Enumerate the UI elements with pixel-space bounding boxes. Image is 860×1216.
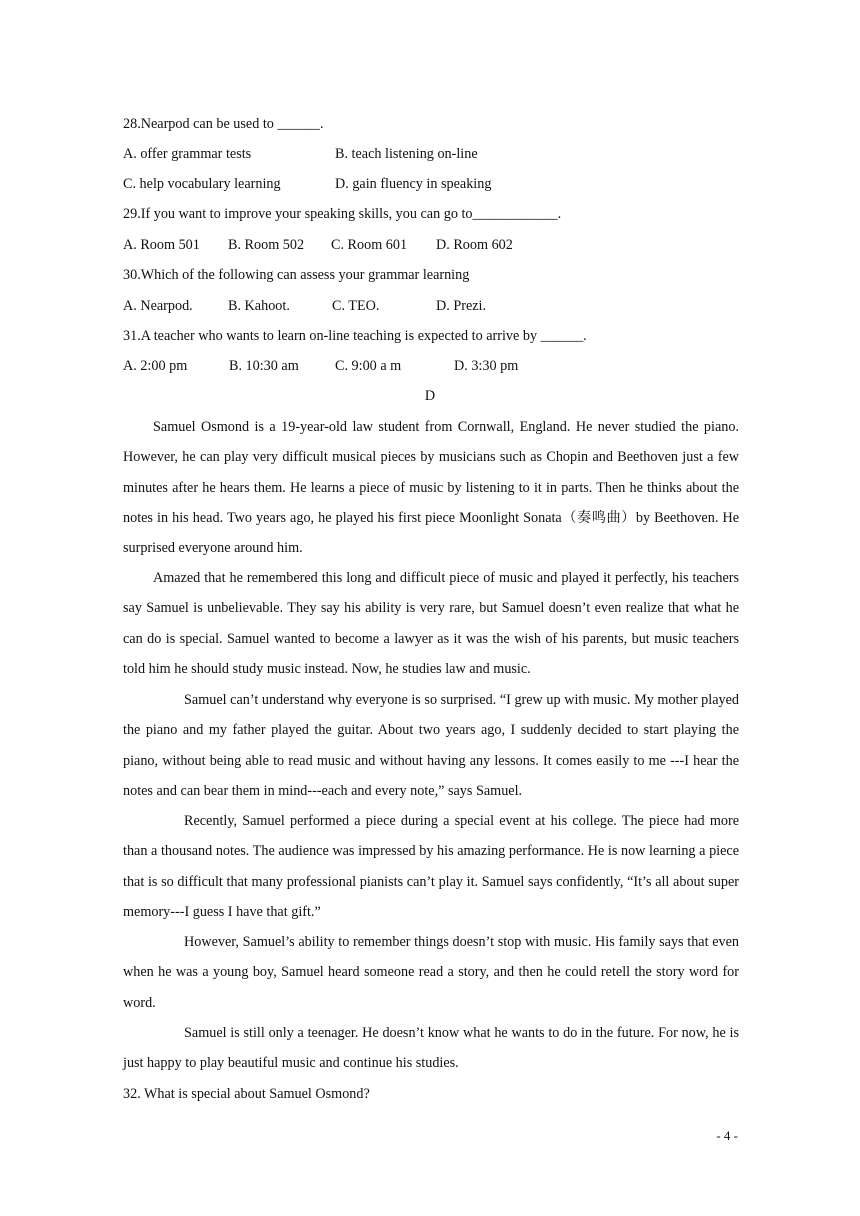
question-28-stem: 28.Nearpod can be used to ______.: [123, 116, 324, 132]
question-29-stem: 29.If you want to improve your speaking skills, you can go to____________.: [123, 206, 562, 222]
question-30-option-c: C. TEO.: [332, 298, 380, 314]
question-29-option-d: D. Room 602: [436, 237, 513, 253]
question-28-option-b: B. teach listening on-line: [335, 146, 478, 162]
question-30-option-b: B. Kahoot.: [228, 298, 290, 314]
page-number: - 4 -: [716, 1128, 738, 1143]
section-d-heading: D: [424, 388, 436, 404]
question-32-stem: 32. What is special about Samuel Osmond?: [123, 1086, 370, 1102]
passage-paragraph-3: Samuel can’t understand why everyone is so surprised. “I grew up with music. My mother played the piano and my father played the guitar. About two years ago, I suddenly decided to start playing the piano, without being able to read music and without having any lessons. It comes easily to me ---I hear the notes and can bear them in mind---each and every note,” says Samuel.: [123, 692, 739, 799]
question-31-option-b: B. 10:30 am: [229, 358, 299, 374]
question-31-stem: 31.A teacher who wants to learn on-line teaching is expected to arrive by ______.: [123, 328, 587, 344]
passage-paragraph-5: However, Samuel’s ability to remember things doesn’t stop with music. His family says that even when he was a young boy, Samuel heard someone read a story, and then he could retell the story word for word.: [123, 934, 739, 1011]
question-29-option-b: B. Room 502: [228, 237, 305, 253]
passage-paragraph-6: Samuel is still only a teenager. He doesn’t know what he wants to do in the future. For now, he is just happy to play beautiful music and continue his studies.: [123, 1025, 739, 1072]
passage-paragraph-1: Samuel Osmond is a 19-year-old law student from Cornwall, England. He never studied the piano. However, he can play very difficult musical pieces by musicians such as Chopin and Beethoven just a few minutes after he hears them. He learns a piece of music by listening to it in parts. Then he thinks about the notes in his head. Two years ago, he played his first piece Moonlight Sonata（奏鸣曲）by Beethoven. He surprised everyone around him.: [123, 419, 739, 557]
passage-paragraph-4: Recently, Samuel performed a piece during a special event at his college. The piece had more than a thousand notes. The audience was impressed by his amazing performance. He is now learning a piece that is so difficult that many professional pianists can’t play it. Samuel says confidently, “It’s all about super memory---I guess I have that gift.”: [123, 813, 739, 920]
question-30-option-a: A. Nearpod.: [123, 298, 193, 314]
question-30-stem: 30.Which of the following can assess your grammar learning: [123, 267, 470, 283]
question-30-option-d: D. Prezi.: [436, 298, 487, 314]
question-31-option-a: A. 2:00 pm: [123, 358, 188, 374]
question-31-option-c: C. 9:00 a m: [335, 358, 402, 374]
question-28-option-a: A. offer grammar tests: [123, 146, 252, 162]
passage-paragraph-2: Amazed that he remembered this long and difficult piece of music and played it perfectly, his teachers say Samuel is unbelievable. They say his ability is very rare, but Samuel doesn’t even realize that what he can do is special. Samuel wanted to become a lawyer as it was the wish of his parents, but music teachers told him he should study music instead. Now, he studies law and music.: [123, 570, 739, 677]
question-28-option-c: C. help vocabulary learning: [123, 176, 281, 192]
question-28-option-d: D. gain fluency in speaking: [335, 176, 492, 192]
question-29-option-a: A. Room 501: [123, 237, 200, 253]
question-29-option-c: C. Room 601: [331, 237, 408, 253]
question-31-option-d: D. 3:30 pm: [454, 358, 519, 374]
